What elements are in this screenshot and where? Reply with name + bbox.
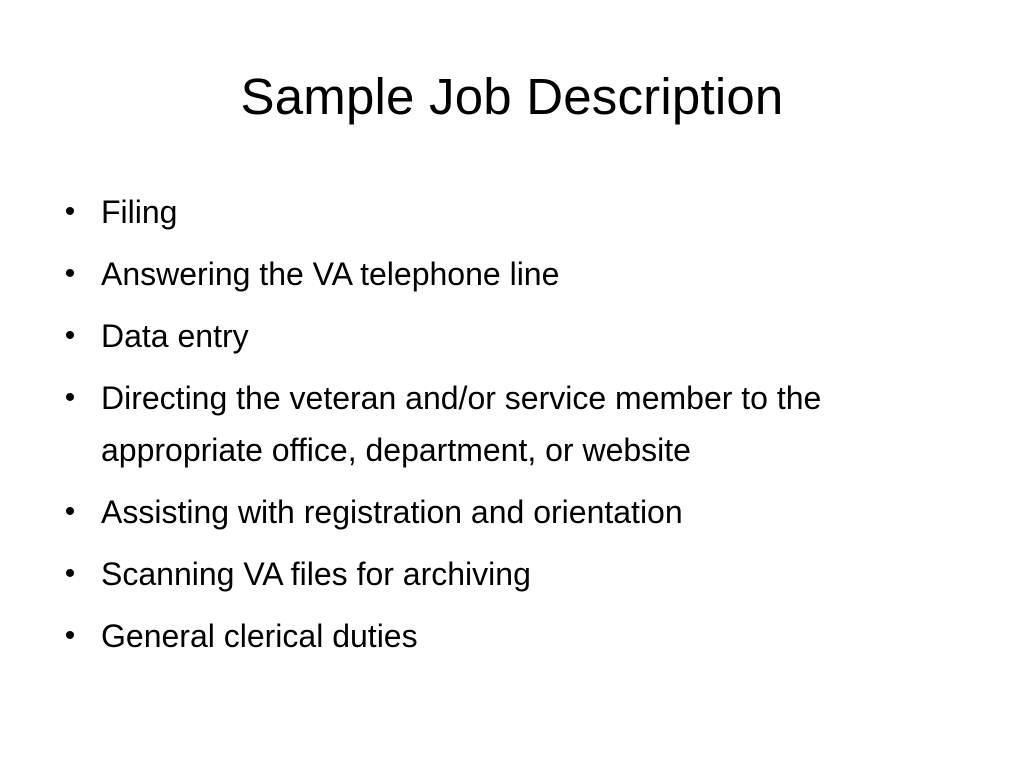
list-item-text: General clerical duties	[101, 618, 418, 654]
bullet-icon: •	[64, 195, 76, 228]
bullet-icon: •	[64, 319, 76, 352]
bullet-list	[60, 186, 960, 672]
list-item	[60, 372, 960, 476]
list-item-text: Data entry	[101, 318, 249, 354]
list-item-text: Filing	[101, 194, 178, 230]
bullet-icon: •	[64, 381, 76, 414]
list-item-text: Directing the veteran and/or service member to the appropriate office, department, or website	[101, 380, 822, 468]
list-item	[60, 548, 960, 600]
bullet-icon: •	[64, 495, 76, 528]
list-item-text: Assisting with registration and orientation	[101, 494, 683, 530]
bullet-icon: •	[64, 257, 76, 290]
list-item	[60, 248, 960, 300]
bullet-icon: •	[64, 557, 76, 590]
bullet-icon: •	[64, 619, 76, 652]
list-item-text: Answering the VA telephone line	[101, 256, 560, 292]
list-item	[60, 310, 960, 362]
list-item	[60, 486, 960, 538]
list-item	[60, 610, 960, 662]
list-item-text: Scanning VA files for archiving	[101, 556, 531, 592]
slide-title: Sample Job Description	[240, 68, 784, 125]
list-item	[60, 186, 960, 238]
